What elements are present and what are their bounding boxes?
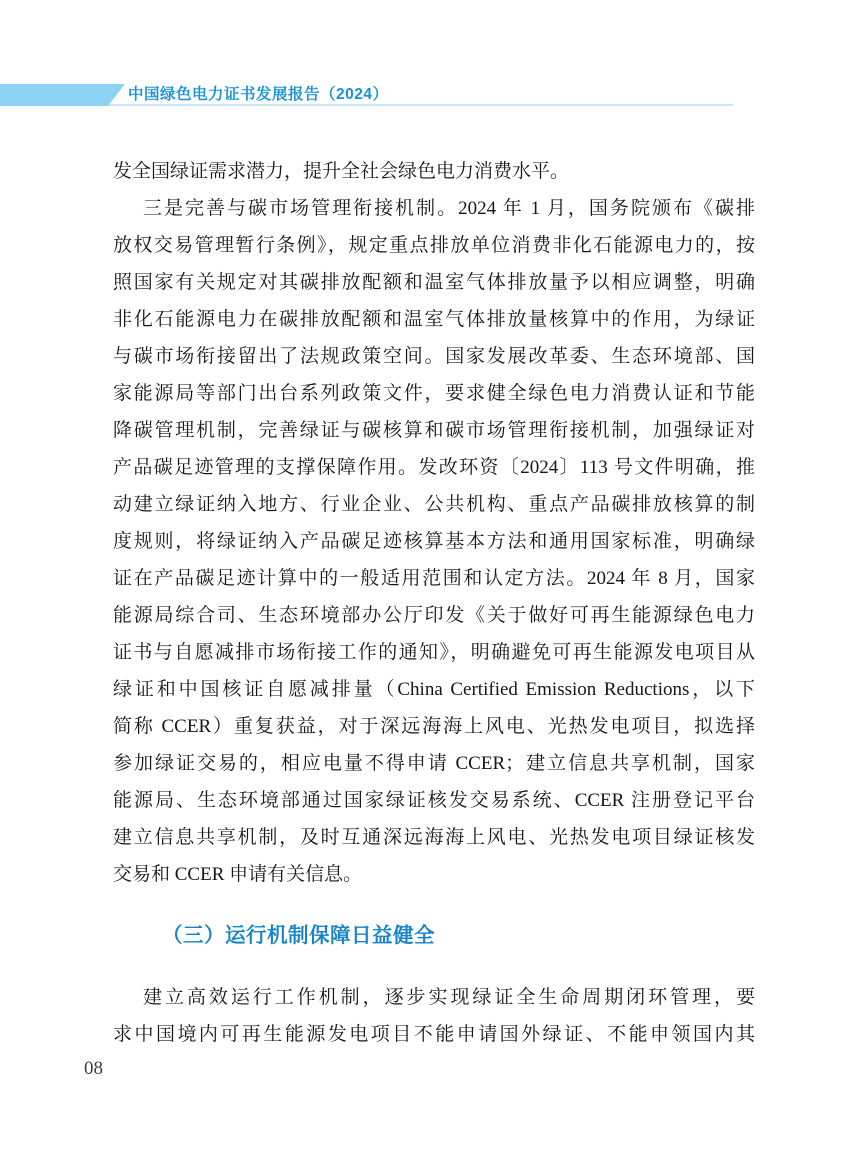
body-line: 产品碳足迹管理的支撑保障作用。发改环资〔2024〕113 号文件明确，推 xyxy=(113,457,755,478)
body-line: 建立信息共享机制，及时互通深远海海上风电、光热发电项目绿证核发 xyxy=(113,827,755,848)
body-line: 求中国境内可再生能源发电项目不能申请国外绿证、不能申领国内其 xyxy=(113,1024,755,1045)
body-line: 度规则，将绿证纳入产品碳足迹核算基本方法和通用国家标准，明确绿 xyxy=(113,531,755,552)
paragraph-operation xyxy=(113,979,755,1053)
body-line: 非化石能源电力在碳排放配额和温室气体排放量核算中的作用，为绿证 xyxy=(113,309,755,330)
body-line: 参加绿证交易的，相应电量不得申请 CCER；建立信息共享机制，国家 xyxy=(113,753,755,774)
body-line: 建立高效运行工作机制，逐步实现绿证全生命周期闭环管理，要 xyxy=(143,987,755,1008)
body-line: 照国家有关规定对其碳排放配额和温室气体排放量予以相应调整，明确 xyxy=(113,272,755,293)
body-line: 放权交易管理暂行条例》，规定重点排放单位消费非化石能源电力的，按 xyxy=(113,235,755,256)
body-line: 简称 CCER）重复获益，对于深远海海上风电、光热发电项目，拟选择 xyxy=(113,716,755,737)
body-line: 能源局综合司、生态环境部办公厅印发《关于做好可再生能源绿色电力 xyxy=(113,605,755,626)
page-number: 08 xyxy=(84,1058,103,1079)
body-line: 与碳市场衔接留出了法规政策空间。国家发展改革委、生态环境部、国 xyxy=(113,346,755,367)
body-line: 降碳管理机制，完善绿证与碳核算和碳市场管理衔接机制，加强绿证对 xyxy=(113,420,755,441)
paragraph-continued xyxy=(113,153,755,190)
body-line: 证书与自愿减排市场衔接工作的通知》，明确避免可再生能源发电项目从 xyxy=(113,642,755,663)
body-line: 三是完善与碳市场管理衔接机制。2024 年 1 月，国务院颁布《碳排 xyxy=(143,198,755,219)
body-line: 家能源局等部门出台系列政策文件，要求健全绿色电力消费认证和节能 xyxy=(113,383,755,404)
body-line: 绿证和中国核证自愿减排量（China Certified Emission Reductions，以下 xyxy=(113,679,755,700)
section-heading: （三）运行机制保障日益健全 xyxy=(162,924,435,947)
report-title: 中国绿色电力证书发展报告（2024） xyxy=(128,86,389,103)
body-line: 动建立绿证纳入地方、行业企业、公共机构、重点产品碳排放核算的制 xyxy=(113,494,755,515)
body-line: 交易和 CCER 申请有关信息。 xyxy=(113,864,363,885)
paragraph-carbon-market xyxy=(113,190,755,893)
body-line: 发全国绿证需求潜力，提升全社会绿色电力消费水平。 xyxy=(113,161,570,182)
body-line: 证在产品碳足迹计算中的一般适用范围和认定方法。2024 年 8 月，国家 xyxy=(113,568,755,589)
body-line: 能源局、生态环境部通过国家绿证核发交易系统、CCER 注册登记平台 xyxy=(113,790,755,811)
page-body xyxy=(113,153,755,1053)
header-banner-shape xyxy=(0,84,125,106)
